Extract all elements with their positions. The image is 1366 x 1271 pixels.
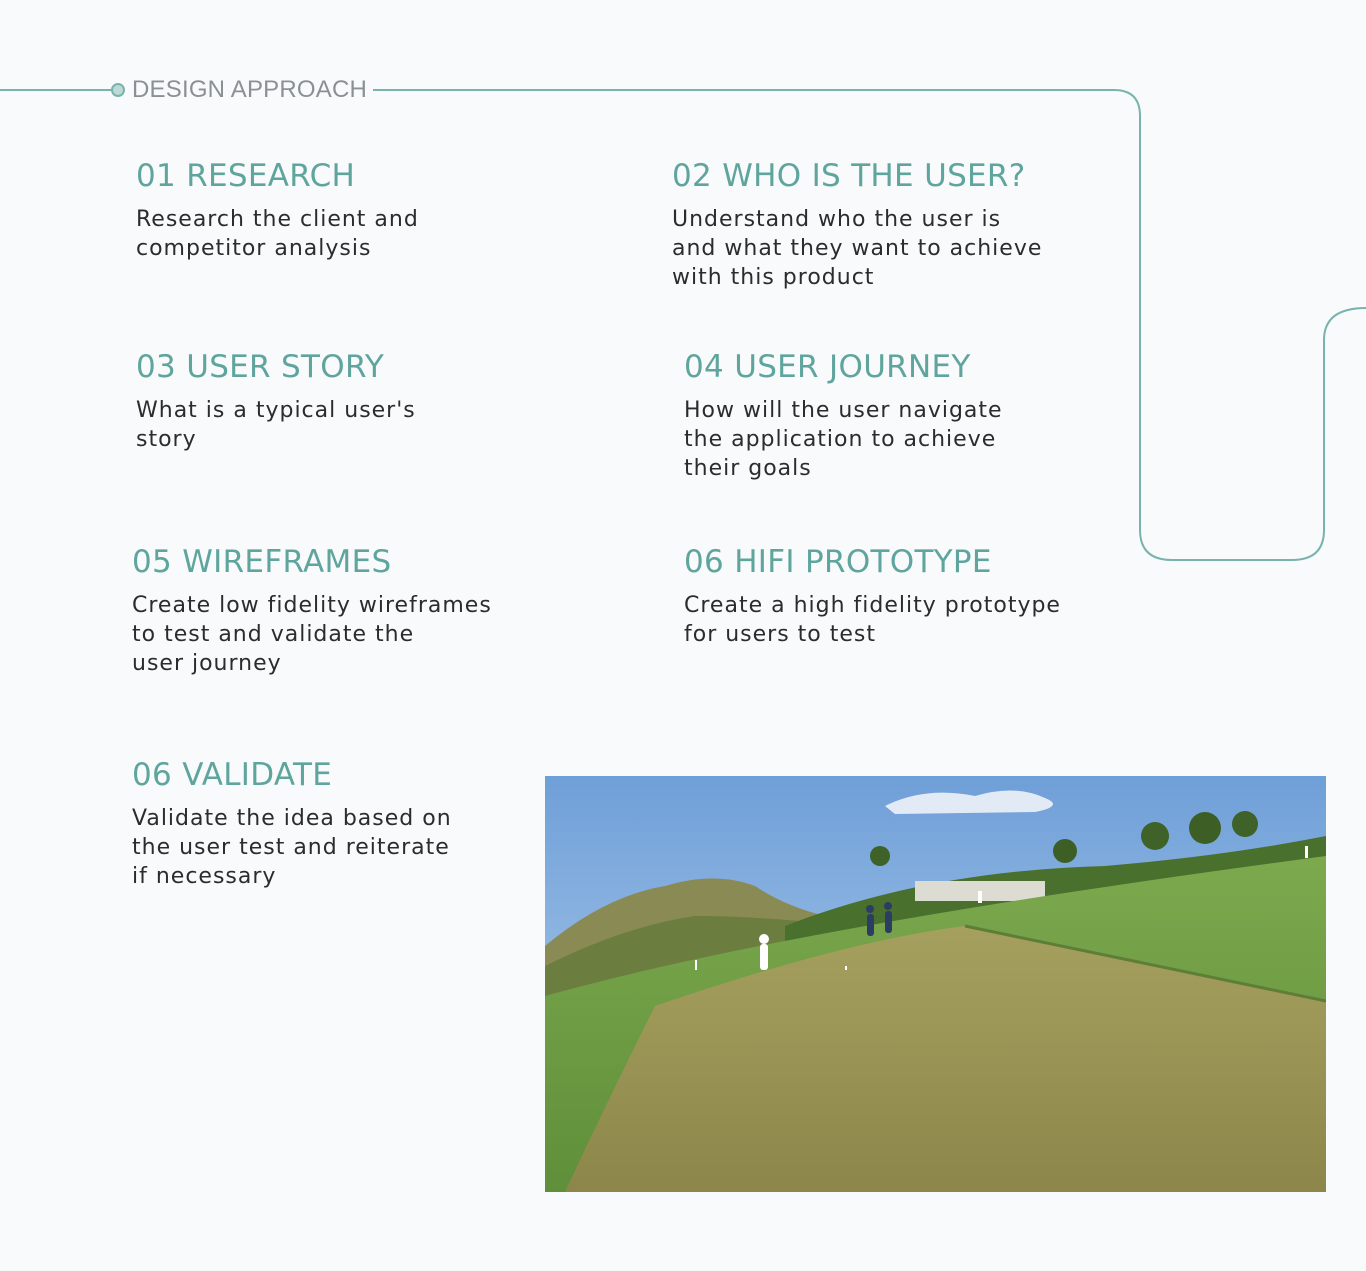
step-hifi-prototype [684, 543, 1144, 649]
step-title: 05 WIREFRAMES [132, 544, 392, 580]
step-title: 03 USER STORY [136, 349, 385, 385]
step-title: 04 USER JOURNEY [684, 349, 971, 385]
step-user-journey [684, 348, 1124, 483]
step-validate [132, 756, 532, 891]
step-user-story [136, 348, 556, 454]
cricket-field-photo [545, 776, 1326, 1192]
section-label: DESIGN APPROACH [132, 76, 373, 104]
step-wireframes [132, 543, 552, 678]
step-research [136, 157, 556, 263]
step-description: What is a typical user's story [136, 398, 416, 452]
step-description: Create a high fidelity prototype for users to test [684, 593, 1061, 647]
step-title: 01 RESEARCH [136, 158, 356, 194]
step-description: Understand who the user is and what they want to achieve with this product [672, 207, 1043, 290]
step-title: 02 WHO IS THE USER? [672, 158, 1026, 194]
step-title: 06 HIFI PROTOTYPE [684, 544, 992, 580]
step-title: 06 VALIDATE [132, 757, 333, 793]
step-description: Research the client and competitor analysis [136, 207, 419, 261]
step-who-is-the-user [672, 157, 1132, 292]
step-description: How will the user navigate the application to achieve their goals [684, 398, 1003, 481]
step-description: Validate the idea based on the user test and reiterate if necessary [132, 806, 452, 889]
step-description: Create low fidelity wireframes to test and validate the user journey [132, 593, 492, 676]
timeline-dot-icon [112, 84, 124, 96]
